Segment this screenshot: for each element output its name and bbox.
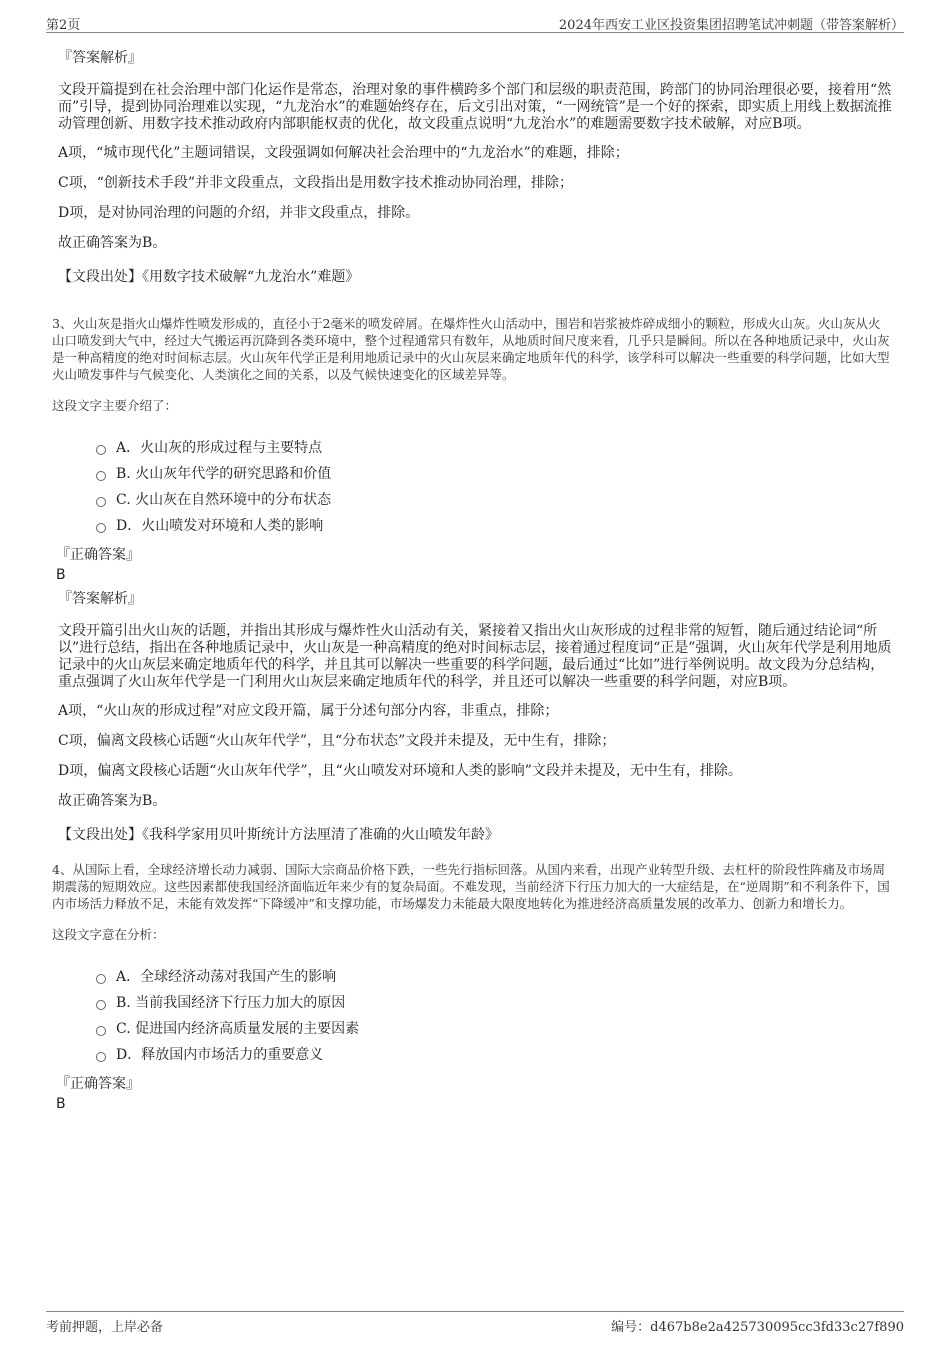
radio-icon[interactable] bbox=[96, 445, 106, 455]
page-number: 第2页 bbox=[46, 18, 81, 33]
question-text: 3、火山灰是指火山爆炸性喷发形成的，直径小于2毫米的喷发碎屑。在爆炸性火山活动中，围岩和岩浆被炸碎成细小的颗粒，形成火山灰。火山灰从火山口喷发到大气中，经过大气搬运再沉降到各类环境中，整个过程通常只有数年，从地质时间尺度来看，几乎只是瞬间。所以在各种地质记录中，火山灰是一种高精度的绝对时间标志层。火山灰年代学正是利用地质记录中的火山灰层来确定地质年代的科学，该学科可以解决一些重要的科学问题，比如大型火山喷发事件与气候变化、人类演化之间的关系，以及气候快速变化的区域差异等。 bbox=[52, 316, 890, 382]
option-label: B. 火山灰年代学的研究思路和价值 bbox=[116, 466, 332, 482]
option-label: D．释放国内市场活力的重要意义 bbox=[116, 1047, 324, 1063]
option-label: B. 当前我国经济下行压力加大的原因 bbox=[116, 995, 346, 1011]
option-label: D．火山喷发对环境和人类的影响 bbox=[116, 518, 324, 534]
option-a[interactable] bbox=[96, 435, 892, 461]
radio-icon[interactable] bbox=[96, 523, 106, 533]
option-b[interactable] bbox=[96, 990, 892, 1016]
analysis-label: 『答案解析』 bbox=[58, 591, 142, 607]
document-body bbox=[52, 48, 892, 1114]
radio-icon[interactable] bbox=[96, 1026, 106, 1036]
option-a[interactable] bbox=[96, 964, 892, 990]
radio-icon[interactable] bbox=[96, 974, 106, 984]
question-text: 4、从国际上看，全球经济增长动力减弱、国际大宗商品价格下跌，一些先行指标回落。从国内来看，出现产业转型升级、去杠杆的阶段性阵痛及市场周期震荡的短期效应。这些因素都使我国经济面临近年来少有的复杂局面。不难发现，当前经济下行压力加大的一大症结是，在“逆周期”和不利条件下，国内市场活力释放不足，未能有效发挥“下降缓冲”和支撑功能，市场爆发力未能最大限度地转化为推进经济高质量发展的改革力、创新力和增长力。 bbox=[52, 862, 890, 911]
answer-value: B bbox=[56, 567, 66, 583]
option-d[interactable] bbox=[96, 1042, 892, 1068]
option-label: C. 火山灰在自然环境中的分布状态 bbox=[116, 492, 332, 508]
question-2-analysis bbox=[58, 48, 892, 287]
analysis-item-d: D项，偏离文段核心话题“火山灰年代学”，且“火山喷发对环境和人类的影响”文段并未提及，无中生有，排除。 bbox=[58, 763, 742, 779]
question-prompt: 这段文字主要介绍了： bbox=[52, 398, 178, 413]
analysis-source: 【文段出处】《用数字技术破解“九龙治水”难题》 bbox=[58, 269, 360, 285]
page-header bbox=[46, 12, 904, 33]
analysis-text: 文段开篇提到在社会治理中部门化运作是常态，治理对象的事件横跨多个部门和层级的职责范围，跨部门的协同治理很必要，接着用“然而”引导，提到协同治理难以实现，“九龙治水”的难题始终存在，后文引出对策，“一网统管”是一个好的探索，即实质上用线上数据流推动管理创新、用数字技术推动政府内部职能权责的优化，故文段重点说明“九龙治水”的难题需要数字技术破解，对应B项。 bbox=[58, 82, 892, 132]
analysis-item-c: C项，偏离文段核心话题“火山灰年代学”，且“分布状态”文段并未提及，无中生有，排除； bbox=[58, 733, 616, 749]
analysis-label: 『答案解析』 bbox=[58, 50, 142, 66]
option-b[interactable] bbox=[96, 461, 892, 487]
analysis-item-d: D项，是对协同治理的问题的介绍，并非文段重点，排除。 bbox=[58, 205, 420, 221]
answer-value: B bbox=[56, 1096, 66, 1112]
analysis-item-c: C项，“创新技术手段”并非文段重点，文段指出是用数字技术推动协同治理，排除； bbox=[58, 175, 574, 191]
option-d[interactable] bbox=[96, 513, 892, 539]
option-label: C. 促进国内经济高质量发展的主要因素 bbox=[116, 1021, 360, 1037]
answer-label: 『正确答案』 bbox=[56, 547, 140, 563]
analysis-conclusion: 故正确答案为B。 bbox=[58, 235, 167, 251]
option-label: A．火山灰的形成过程与主要特点 bbox=[116, 440, 323, 456]
analysis-item-a: A项，“城市现代化”主题词错误，文段强调如何解决社会治理中的“九龙治水”的难题，排除； bbox=[58, 145, 629, 161]
question-3 bbox=[52, 315, 892, 845]
option-c[interactable] bbox=[96, 487, 892, 513]
footer-slogan: 考前押题，上岸必备 bbox=[46, 1320, 164, 1335]
page-footer bbox=[46, 1311, 904, 1334]
question-4 bbox=[52, 861, 892, 1114]
option-c[interactable] bbox=[96, 1016, 892, 1042]
radio-icon[interactable] bbox=[96, 1000, 106, 1010]
analysis-text: 文段开篇引出火山灰的话题，并指出其形成与爆炸性火山活动有关，紧接着又指出火山灰形成的过程非常的短暂，随后通过结论词“所以”进行总结，指出在各种地质记录中，火山灰是一种高精度的绝对时间标志层，接着通过程度词“正是”强调，火山灰年代学是利用地质记录中的火山灰层来确定地质年代的科学，并且其可以解决一些重要的科学问题，最后通过“比如”进行举例说明。故文段为分总结构，重点强调了火山灰年代学是一门利用火山灰层来确定地质年代的科学，并且还可以解决一些重要的科学问题，对应B项。 bbox=[58, 623, 892, 690]
document-title: 2024年西安工业区投资集团招聘笔试冲刺题（带答案解析） bbox=[558, 18, 904, 33]
document-code: 编号：d467b8e2a425730095cc3fd33c27f890 bbox=[611, 1320, 904, 1335]
analysis-conclusion: 故正确答案为B。 bbox=[58, 793, 167, 809]
question-prompt: 这段文字意在分析： bbox=[52, 927, 165, 942]
answer-label: 『正确答案』 bbox=[56, 1076, 140, 1092]
analysis-item-a: A项，“火山灰的形成过程”对应文段开篇，属于分述句部分内容，非重点，排除； bbox=[58, 703, 559, 719]
radio-icon[interactable] bbox=[96, 1052, 106, 1062]
option-list bbox=[96, 964, 892, 1068]
option-list bbox=[96, 435, 892, 539]
analysis-source: 【文段出处】《我科学家用贝叶斯统计方法厘清了准确的火山喷发年龄》 bbox=[58, 827, 499, 843]
radio-icon[interactable] bbox=[96, 497, 106, 507]
radio-icon[interactable] bbox=[96, 471, 106, 481]
option-label: A．全球经济动荡对我国产生的影响 bbox=[116, 969, 337, 985]
